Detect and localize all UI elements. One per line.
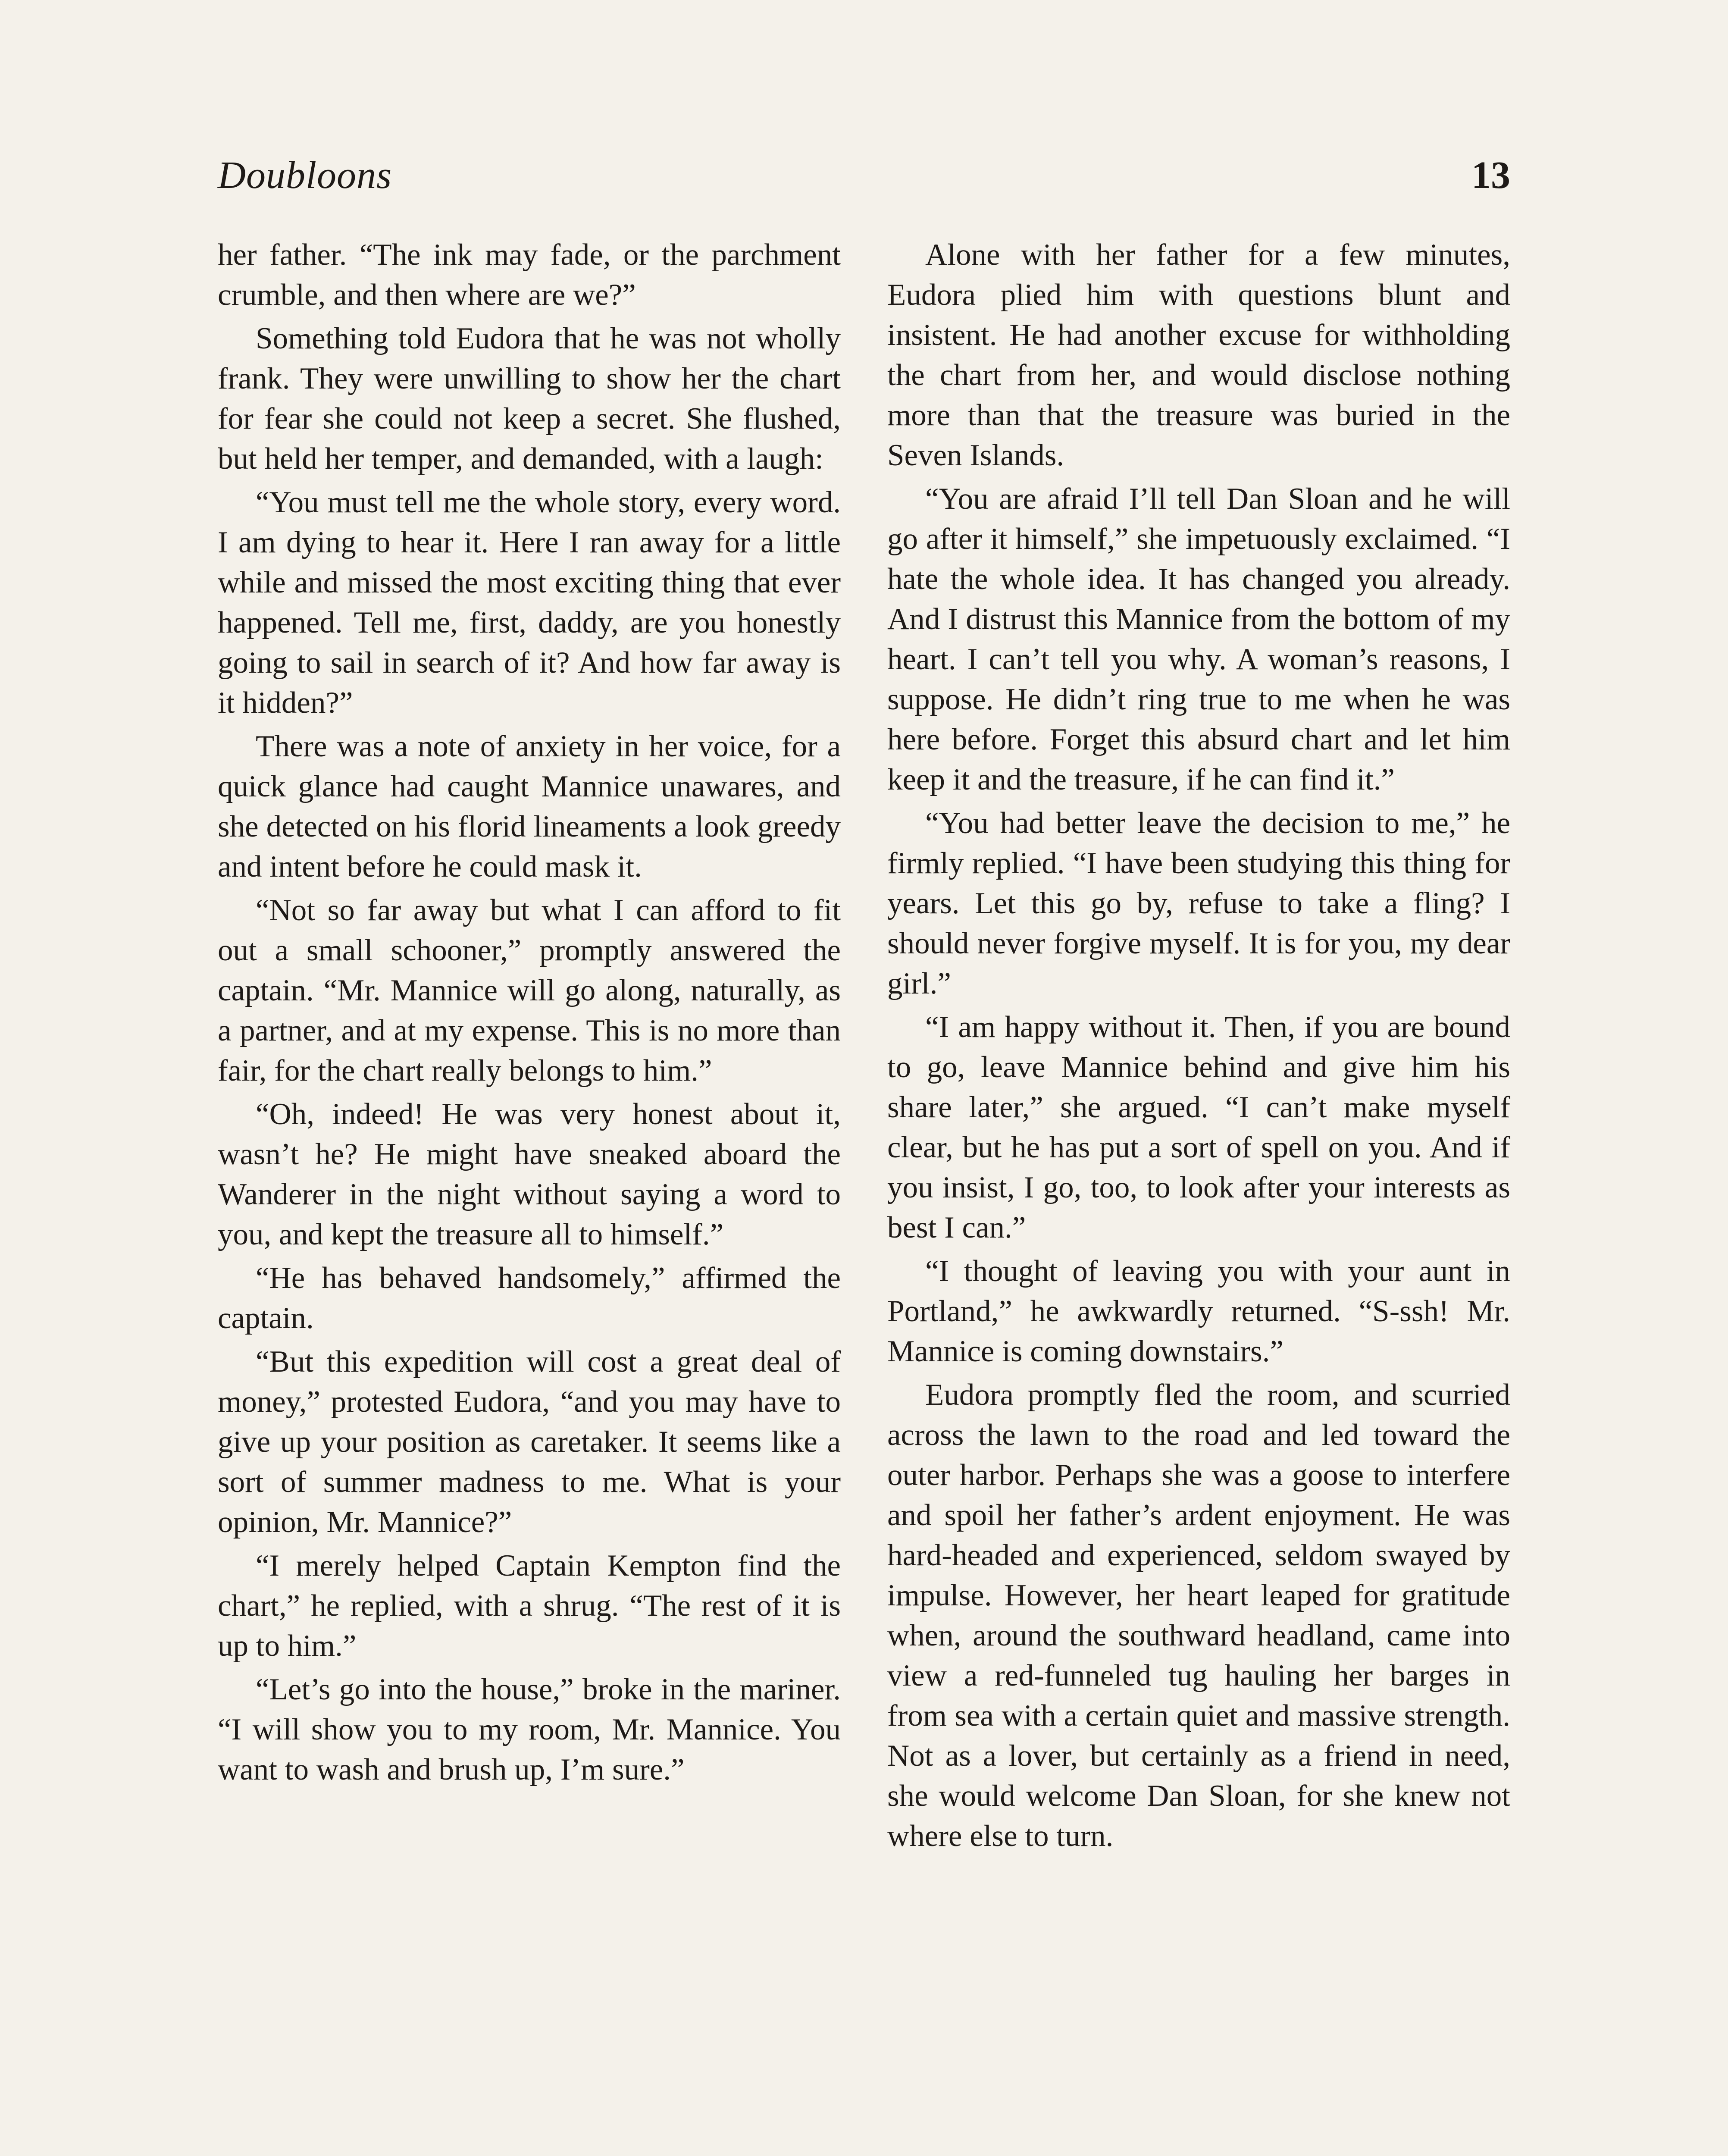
paragraph: “Not so far away but what I can afford to fit out a small schooner,” promptly answered the captain. “Mr. Mannice will go along, naturally, as a partner, and at my expense. This is no more than fair, for the chart really belongs to him.” xyxy=(218,893,841,1087)
paragraph: “I merely helped Captain Kempton find the chart,” he replied, with a shrug. “The rest of it is up to him.” xyxy=(218,1549,841,1663)
paragraph: Eudora promptly fled the room, and scurried across the lawn to the road and led toward the outer harbor. Perhaps she was a goose to interfere and spoil her father’s ardent enjoyment. He was hard-headed and experienced, seldom swayed by impulse. However, her heart leaped for gratitude when, around the southward headland, came into view a red-funneled tug hauling her barges in from sea with a certain quiet and massive strength. Not as a lover, but certainly as a friend in need, she would welcome Dan Sloan, for she knew not where else to turn. xyxy=(887,1378,1510,1853)
running-head xyxy=(218,153,1510,205)
paragraph: “Let’s go into the house,” broke in the mariner. “I will show you to my room, Mr. Mannice. You want to wash and brush up, I’m sure.” xyxy=(218,1673,841,1786)
paragraph: “You must tell me the whole story, every word. I am dying to hear it. Here I ran away for a little while and missed the most exciting thing that ever happened. Tell me, first, daddy, are you honestly going to sail in search of it? And how far away is it hidden?” xyxy=(218,486,841,720)
paragraph: her father. “The ink may fade, or the parchment crumble, and then where are we?” xyxy=(218,238,841,312)
paragraph: “You had better leave the decision to me,” he firmly replied. “I have been studying this thing for years. Let this go by, refuse to take a fling? I should never forgive myself. It is for you, my dear girl.” xyxy=(887,806,1510,1000)
paragraph: “But this expedition will cost a great deal of money,” protested Eudora, “and you may have to give up your position as caretaker. It seems like a sort of summer madness to me. What is your opinion, Mr. Mannice?” xyxy=(218,1345,841,1539)
running-title: Doubloons xyxy=(218,154,392,197)
paragraph: “I thought of leaving you with your aunt in Portland,” he awkwardly returned. “S-ssh! Mr. Mannice is coming downstairs.” xyxy=(887,1254,1510,1368)
paragraph: “He has behaved handsomely,” affirmed the captain. xyxy=(218,1261,841,1335)
paragraph: “I am happy without it. Then, if you are bound to go, leave Mannice behind and give him his share later,” she argued. “I can’t make myself clear, but he has put a sort of spell on you. And if you insist, I go, too, to look after your interests as best I can.” xyxy=(887,1010,1510,1244)
paragraph: There was a note of anxiety in her voice, for a quick glance had caught Mannice unawares, and she detected on his florid lineaments a look greedy and intent before he could mask it. xyxy=(218,730,841,884)
paragraph: “You are afraid I’ll tell Dan Sloan and he will go after it himself,” she impetuously exclaimed. “I hate the whole idea. It has changed you already. And I distrust this Mannice from the bottom of my heart. I can’t tell you why. A woman’s reasons, I suppose. He didn’t ring true to me when he was here before. Forget this absurd chart and let him keep it and the treasure, if he can find it.” xyxy=(887,482,1510,796)
left-column xyxy=(218,235,841,1793)
paragraph: Something told Eudora that he was not wholly frank. They were unwilling to show her the chart for fear she could not keep a secret. She flushed, but held her temper, and demanded, with a laugh: xyxy=(218,322,841,476)
page-number: 13 xyxy=(1471,154,1510,197)
right-column xyxy=(887,235,1510,1860)
paragraph: “Oh, indeed! He was very honest about it, wasn’t he? He might have sneaked aboard the Wanderer in the night without saying a word to you, and kept the treasure all to himself.” xyxy=(218,1097,841,1251)
paragraph: Alone with her father for a few minutes, Eudora plied him with questions blunt and insistent. He had another excuse for withholding the chart from her, and would disclose nothing more than that the treasure was buried in the Seven Islands. xyxy=(887,238,1510,472)
